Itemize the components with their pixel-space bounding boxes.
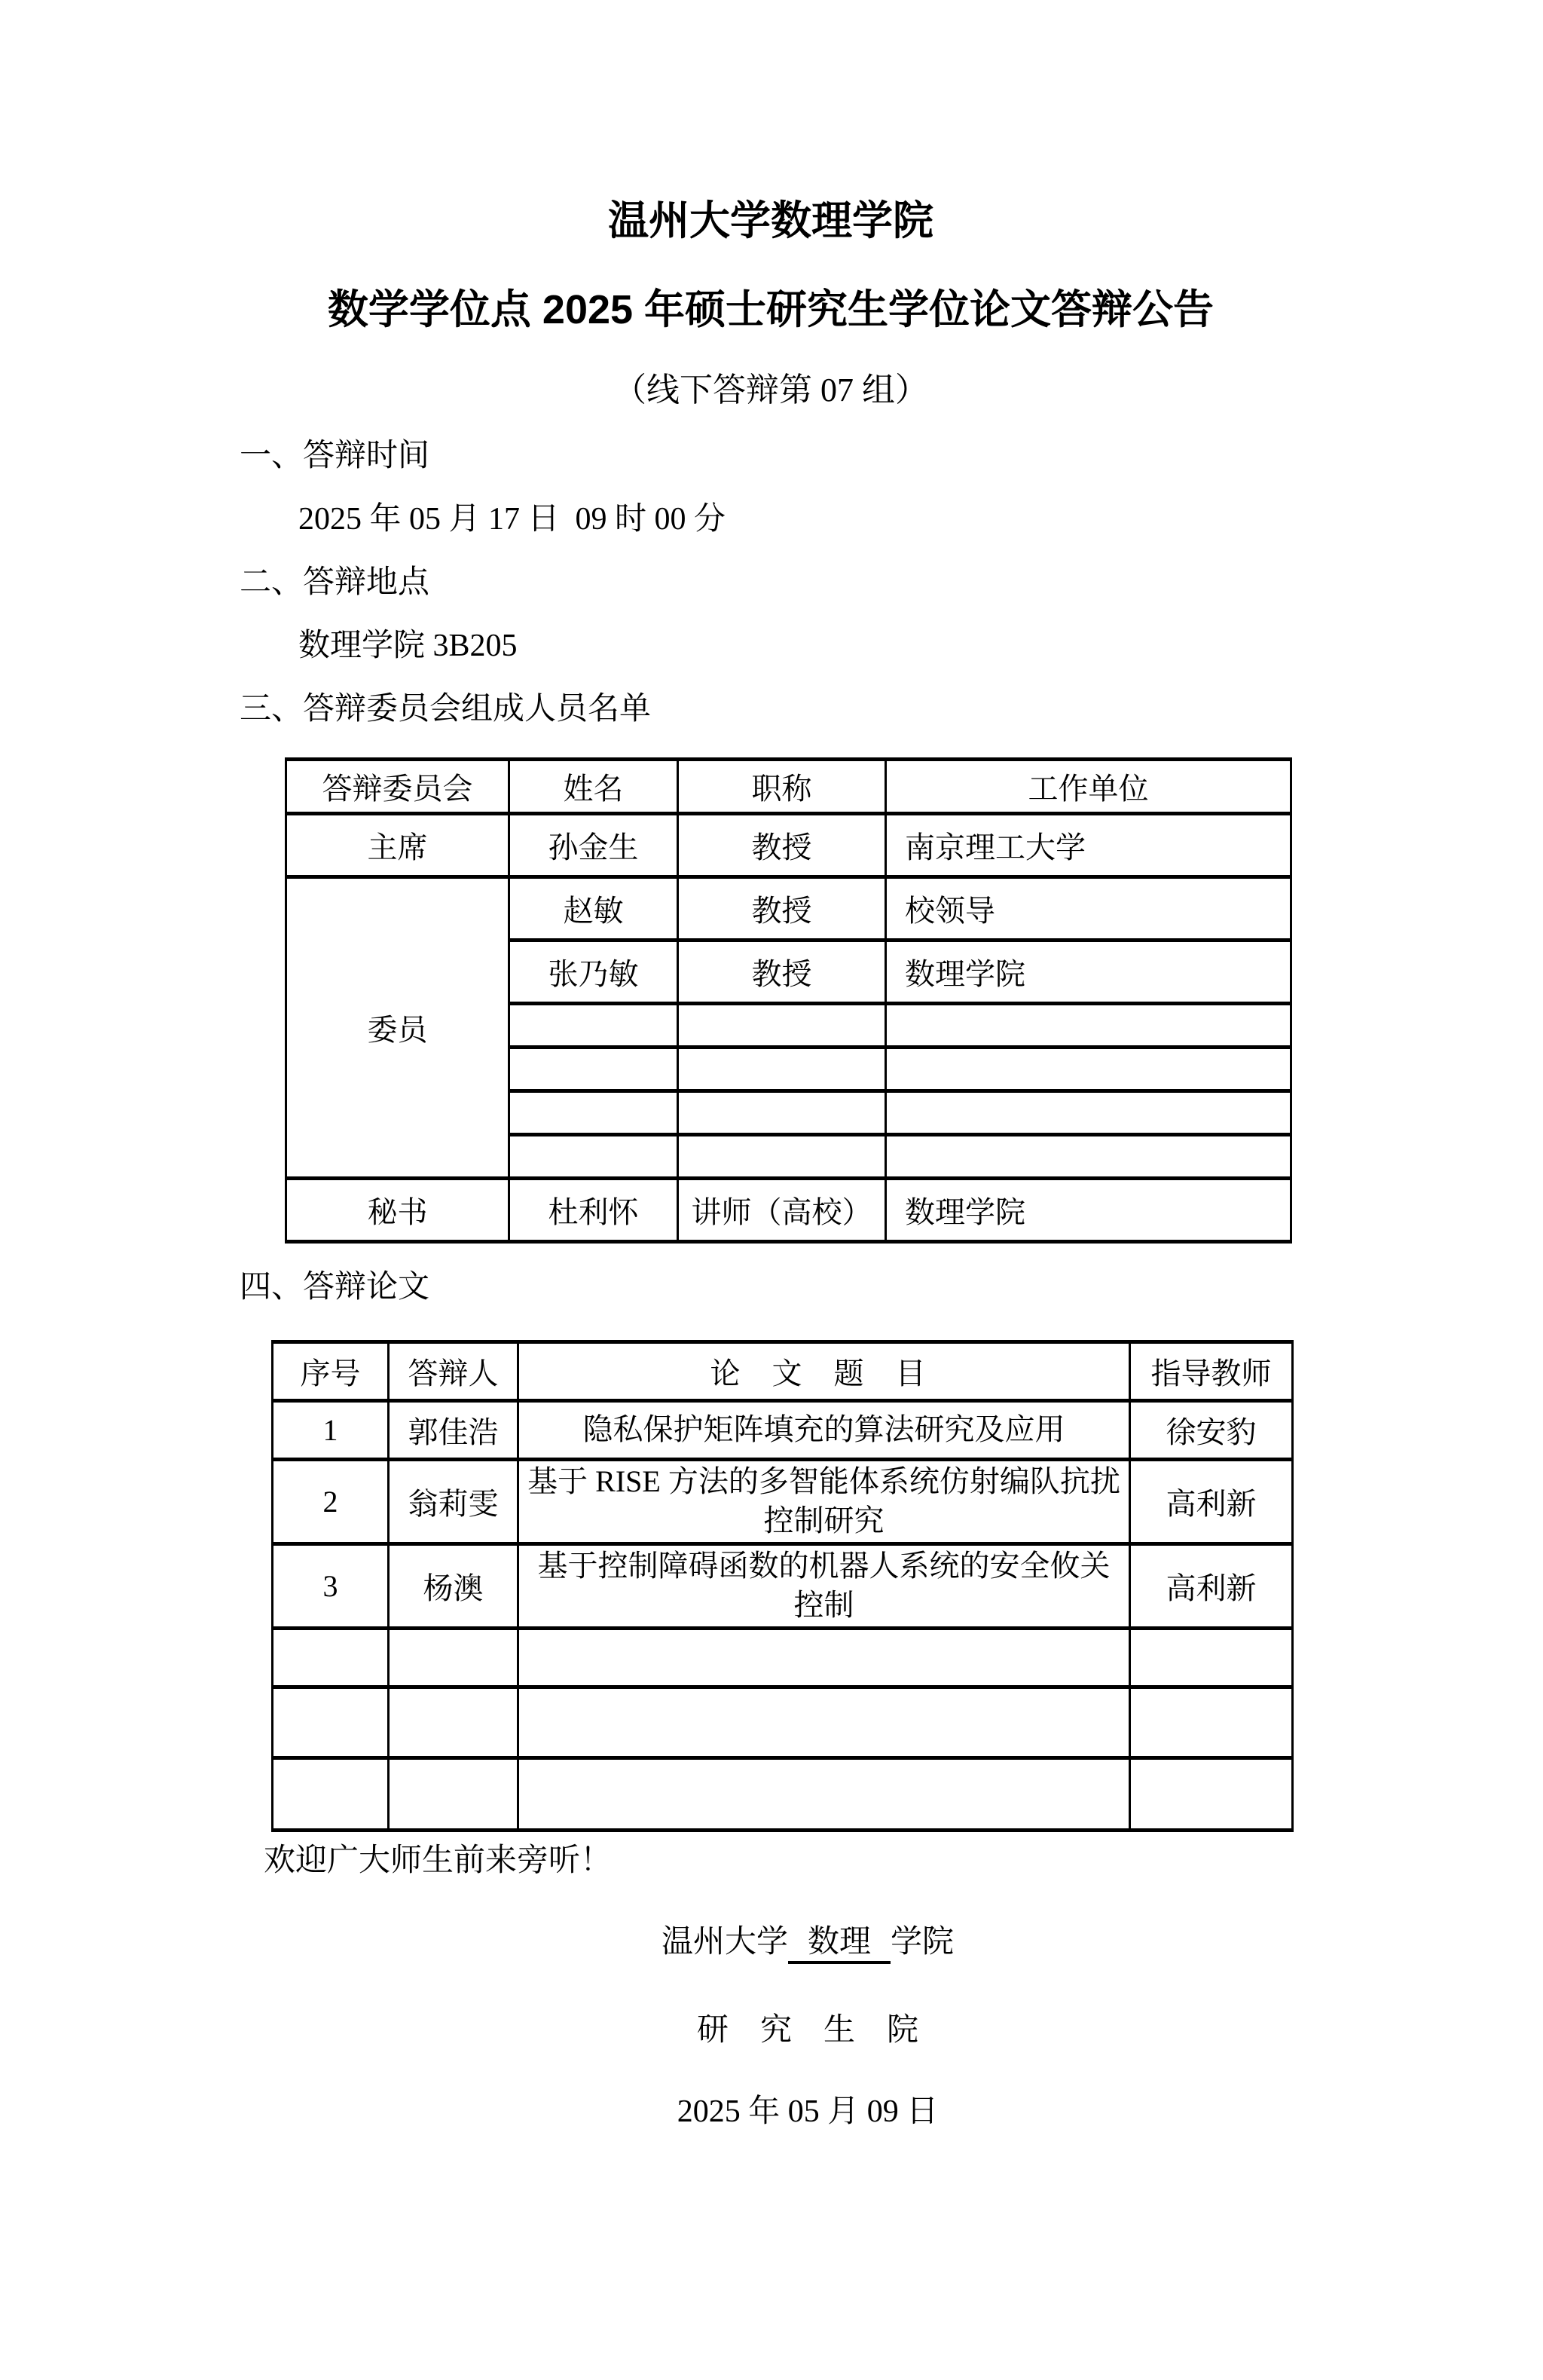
thesis-advisor-cell [1130,1687,1293,1757]
thesis-no-cell: 1 [273,1400,389,1459]
signature-college-blank: 数理 [788,1925,891,1964]
defense-time-value: 2025 年 05 月 17 日 09 时 00 分 [298,501,726,537]
committee-header-role: 答辩委员会 [286,759,509,813]
member-name-cell: 赵敏 [509,876,678,940]
thesis-no-cell [273,1757,389,1830]
signature-graduate-school: 研 究 生 院 [696,2013,918,2048]
member-title-cell [678,1003,886,1047]
chair-title-cell: 教授 [678,813,886,876]
thesis-no-cell [273,1628,389,1687]
member-unit-cell [886,1091,1291,1134]
thesis-student-cell: 杨澳 [389,1543,518,1628]
table-row [273,1459,1293,1543]
thesis-header-advisor: 指导教师 [1130,1341,1293,1400]
committee-header-row [286,759,1291,813]
page-title-college: 温州大学数理学院 [608,198,933,243]
member-unit-cell: 数理学院 [886,940,1291,1003]
chair-unit-cell: 南京理工大学 [886,813,1291,876]
table-row [286,1178,1291,1241]
member-name-cell [509,1091,678,1134]
thesis-student-cell [389,1687,518,1757]
member-name-cell [509,1003,678,1047]
thesis-header-title: 论 文 题 目 [518,1341,1130,1400]
committee-table [285,757,1292,1244]
thesis-no-cell [273,1687,389,1757]
thesis-advisor-cell [1130,1757,1293,1830]
secretary-name-cell: 杜利怀 [509,1178,678,1241]
thesis-student-cell: 郭佳浩 [389,1400,518,1459]
page-title-announcement: 数学学位点 2025 年硕士研究生学位论文答辩公告 [327,287,1215,333]
defense-location-value: 数理学院 3B205 [298,628,518,663]
thesis-header-no: 序号 [273,1341,389,1400]
table-row [273,1400,1293,1459]
table-row [286,813,1291,876]
thesis-title-cell: 基于控制障碍函数的机器人系统的安全攸关控制 [518,1543,1130,1628]
thesis-title-cell [518,1628,1130,1687]
thesis-title-cell [518,1757,1130,1830]
thesis-title-cell [518,1687,1130,1757]
chair-role-cell: 主席 [286,813,509,876]
thesis-table [271,1340,1294,1832]
table-row [273,1628,1293,1687]
section-label-defense-time: 一、答辩时间 [240,438,430,473]
member-unit-cell [886,1134,1291,1178]
member-role-cell: 委员 [286,876,509,1178]
thesis-header-row [273,1341,1293,1400]
member-title-cell [678,1134,886,1178]
thesis-header-student: 答辩人 [389,1341,518,1400]
announcement-page [0,197,1543,2380]
signature-college-line [627,1923,988,1964]
member-title-cell [678,1091,886,1134]
chair-name-cell: 孙金生 [509,813,678,876]
section-label-committee-list: 三、答辩委员会组成人员名单 [240,691,652,727]
member-unit-cell: 校领导 [886,876,1291,940]
section-label-thesis-list: 四、答辩论文 [240,1269,430,1305]
thesis-student-cell [389,1757,518,1830]
table-row [273,1543,1293,1628]
thesis-no-cell: 3 [273,1543,389,1628]
table-row [273,1757,1293,1830]
member-unit-cell [886,1047,1291,1091]
thesis-advisor-cell: 高利新 [1130,1543,1293,1628]
thesis-advisor-cell: 高利新 [1130,1459,1293,1543]
committee-header-title: 职称 [678,759,886,813]
thesis-advisor-cell: 徐安豹 [1130,1400,1293,1459]
table-row [286,876,1291,940]
thesis-advisor-cell [1130,1628,1293,1687]
section-label-defense-location: 二、答辩地点 [240,564,430,600]
member-title-cell [678,1047,886,1091]
member-title-cell: 教授 [678,940,886,1003]
member-name-cell: 张乃敏 [509,940,678,1003]
member-name-cell [509,1047,678,1091]
page-subtitle-group: （线下答辩第 07 组） [613,372,928,409]
table-row [273,1687,1293,1757]
secretary-unit-cell: 数理学院 [886,1178,1291,1241]
signature-college-suffix: 学院 [891,1924,955,1959]
thesis-student-cell [389,1628,518,1687]
secretary-role-cell: 秘书 [286,1178,509,1241]
signature-block [627,1923,988,2131]
thesis-title-cell: 隐私保护矩阵填充的算法研究及应用 [518,1400,1130,1459]
thesis-student-cell: 翁莉雯 [389,1459,518,1543]
signature-university: 温州大学 [661,1924,788,1959]
member-title-cell: 教授 [678,876,886,940]
secretary-title-cell: 讲师（高校） [678,1178,886,1241]
member-name-cell [509,1134,678,1178]
welcome-note: 欢迎广大师生前来旁听！ [264,1843,613,1878]
committee-header-unit: 工作单位 [886,759,1291,813]
member-unit-cell [886,1003,1291,1047]
thesis-title-cell: 基于 RISE 方法的多智能体系统仿射编队抗扰控制研究 [518,1459,1130,1543]
thesis-no-cell: 2 [273,1459,389,1543]
signature-date: 2025 年 05 月 09 日 [677,2094,939,2130]
committee-header-name: 姓名 [509,759,678,813]
